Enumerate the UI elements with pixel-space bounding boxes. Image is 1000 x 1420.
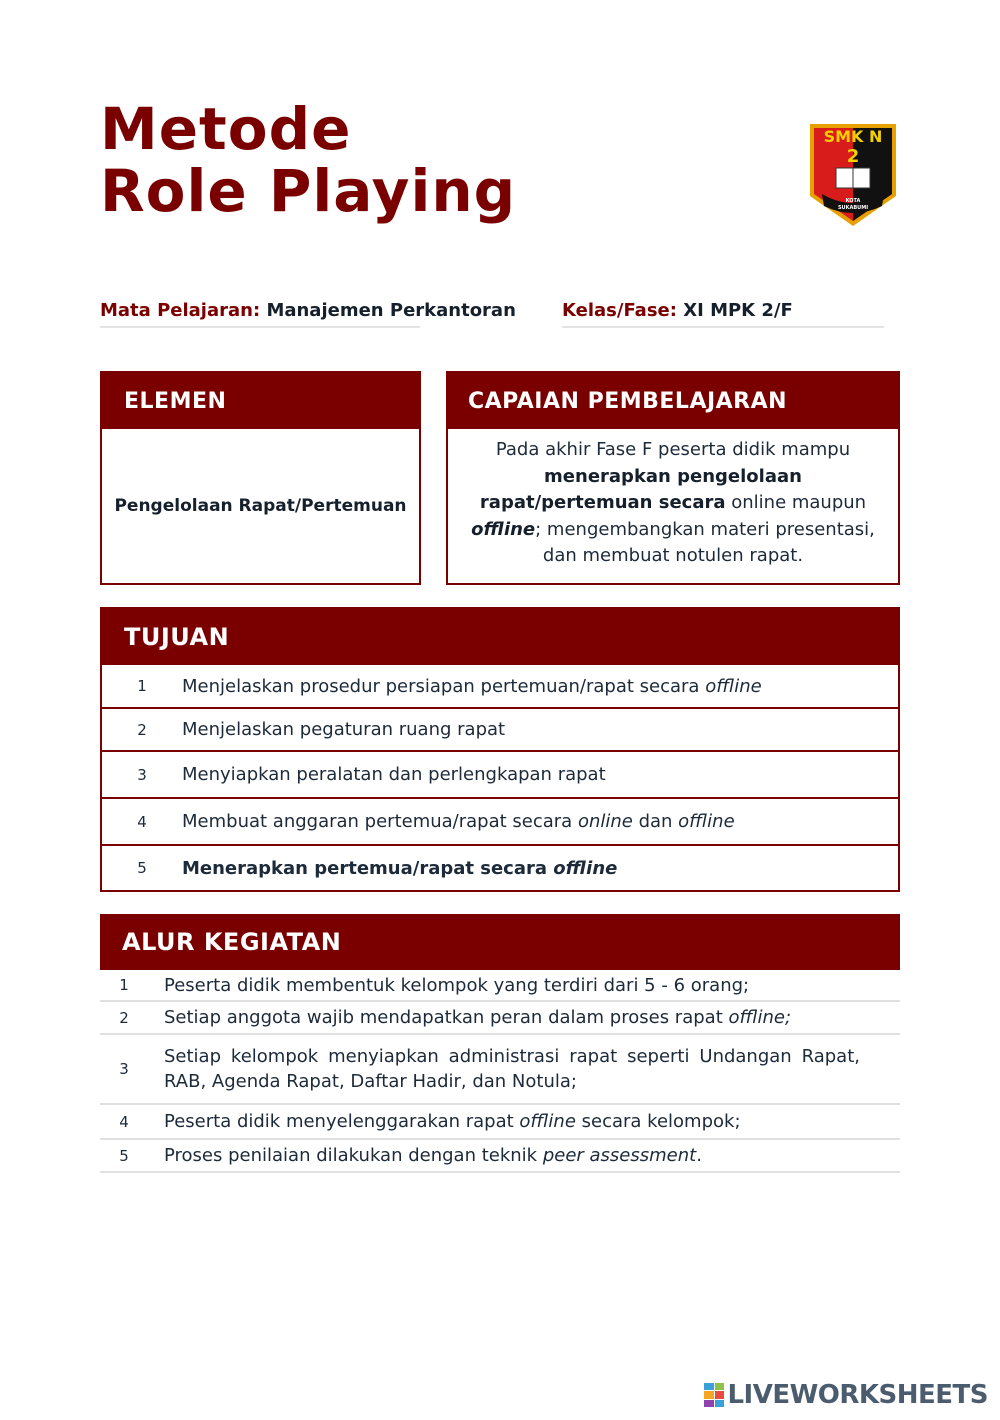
alur-text <box>148 1143 742 1168</box>
class-underline <box>562 326 884 328</box>
alur-row <box>100 970 900 1002</box>
tujuan-row <box>102 750 898 797</box>
capaian-box <box>446 371 900 585</box>
alur-text-main: Setiap anggota wajib mendapatkan peran dalam proses rapat <box>164 1007 729 1028</box>
liveworksheets-icon <box>704 1383 724 1407</box>
tujuan-text-tail: dan <box>632 811 679 832</box>
tujuan-text <box>182 811 735 832</box>
tujuan-text: Menjelaskan pegaturan ruang rapat <box>182 719 506 740</box>
alur-text-tail: secara kelompok; <box>575 1111 741 1132</box>
subject-underline <box>100 326 420 328</box>
logo-number: 2 <box>846 146 860 167</box>
tujuan-row <box>102 707 898 750</box>
class-value: XI MPK 2/F <box>683 300 793 321</box>
elemen-heading: ELEMEN <box>102 373 419 429</box>
logo-city-line2: SUKABUMI <box>837 205 869 211</box>
tujuan-heading: TUJUAN <box>102 609 898 665</box>
tujuan-text-italic: offline <box>705 675 762 697</box>
capaian-text <box>448 429 898 570</box>
tujuan-number: 5 <box>137 859 147 877</box>
alur-row <box>100 1105 900 1140</box>
alur-number: 2 <box>119 1008 129 1027</box>
tujuan-text: Menyiapkan peralatan dan perlengkapan rapat <box>182 764 606 785</box>
alur-heading: ALUR KEGIATAN <box>100 914 900 970</box>
alur-number: 4 <box>119 1112 129 1131</box>
alur-number: 5 <box>119 1146 129 1165</box>
capaian-part-1: Pada akhir Fase F peserta didik mampu <box>495 439 851 460</box>
tujuan-text <box>182 858 617 879</box>
alur-text-main: Proses penilaian dilakukan dengan teknik <box>164 1145 543 1166</box>
alur-text-italic: offline; <box>728 1007 792 1028</box>
alur-text-tail: . <box>696 1145 702 1166</box>
class-label: Kelas/Fase: <box>562 300 677 321</box>
elemen-value: Pengelolaan Rapat/Pertemuan <box>114 496 407 516</box>
tujuan-number: 1 <box>137 677 147 695</box>
alur-section <box>100 914 900 1166</box>
page-title <box>100 95 517 225</box>
tujuan-row <box>102 797 898 844</box>
tujuan-text-main: Membuat anggaran pertemua/rapat secara <box>182 811 578 832</box>
elemen-box <box>100 371 421 585</box>
alur-text <box>148 1109 781 1134</box>
subject-value: Manajemen Perkantoran <box>266 300 516 321</box>
tujuan-text-main: Menerapkan pertemua/rapat secara <box>182 857 554 879</box>
title-line-1: Metode <box>100 95 352 163</box>
tujuan-text-italic-2: offline <box>678 811 735 832</box>
tujuan-row <box>102 844 898 890</box>
alur-text: Peserta didik membentuk kelompok yang terdiri dari 5 - 6 orang; <box>164 974 750 996</box>
alur-text-main: Peserta didik menyelenggarakan rapat <box>164 1111 520 1132</box>
alur-text <box>148 1005 831 1030</box>
tujuan-row <box>102 665 898 707</box>
title-line-2: Role Playing <box>100 157 517 225</box>
liveworksheets-watermark[interactable] <box>704 1380 988 1410</box>
alur-row <box>100 1002 900 1035</box>
alur-row <box>100 1140 900 1173</box>
alur-text-italic: offline <box>519 1111 576 1132</box>
logo-city-line1: KOTA <box>845 198 861 204</box>
tujuan-text-main: Menjelaskan prosedur persiapan pertemuan/rapat secara <box>182 675 706 697</box>
alur-text-italic: peer assessment <box>542 1145 697 1166</box>
subject-label: Mata Pelajaran: <box>100 300 261 321</box>
tujuan-number: 4 <box>137 812 147 831</box>
alur-row <box>100 1035 900 1105</box>
logo-top-text: SMK N <box>823 127 883 146</box>
alur-text: Setiap kelompok menyiapkan administrasi rapat seperti Undangan Rapat, RAB, Agenda Rapat, Daftar Hadir, dan Notula; <box>164 1046 860 1092</box>
capaian-heading: CAPAIAN PEMBELAJARAN <box>448 373 898 429</box>
capaian-part-5: ; mengembangkan materi presentasi, dan membuat notulen rapat. <box>535 518 875 566</box>
tujuan-number: 2 <box>137 720 147 739</box>
tujuan-box <box>100 607 900 892</box>
tujuan-number: 3 <box>137 765 147 784</box>
tujuan-text <box>182 676 762 697</box>
tujuan-text-italic: offline <box>553 857 618 879</box>
capaian-part-2: menerapkan pengelolaan rapat/pertemuan secara <box>479 465 802 513</box>
capaian-part-4: offline <box>471 518 536 540</box>
alur-number: 3 <box>119 1060 129 1078</box>
school-logo <box>806 120 900 230</box>
subject-field <box>100 300 516 321</box>
capaian-part-3: online maupun <box>731 492 867 513</box>
tujuan-text-italic: online <box>577 811 633 832</box>
class-field <box>562 300 793 321</box>
liveworksheets-text: LIVEWORKSHEETS <box>727 1380 988 1410</box>
alur-number: 1 <box>119 976 129 994</box>
